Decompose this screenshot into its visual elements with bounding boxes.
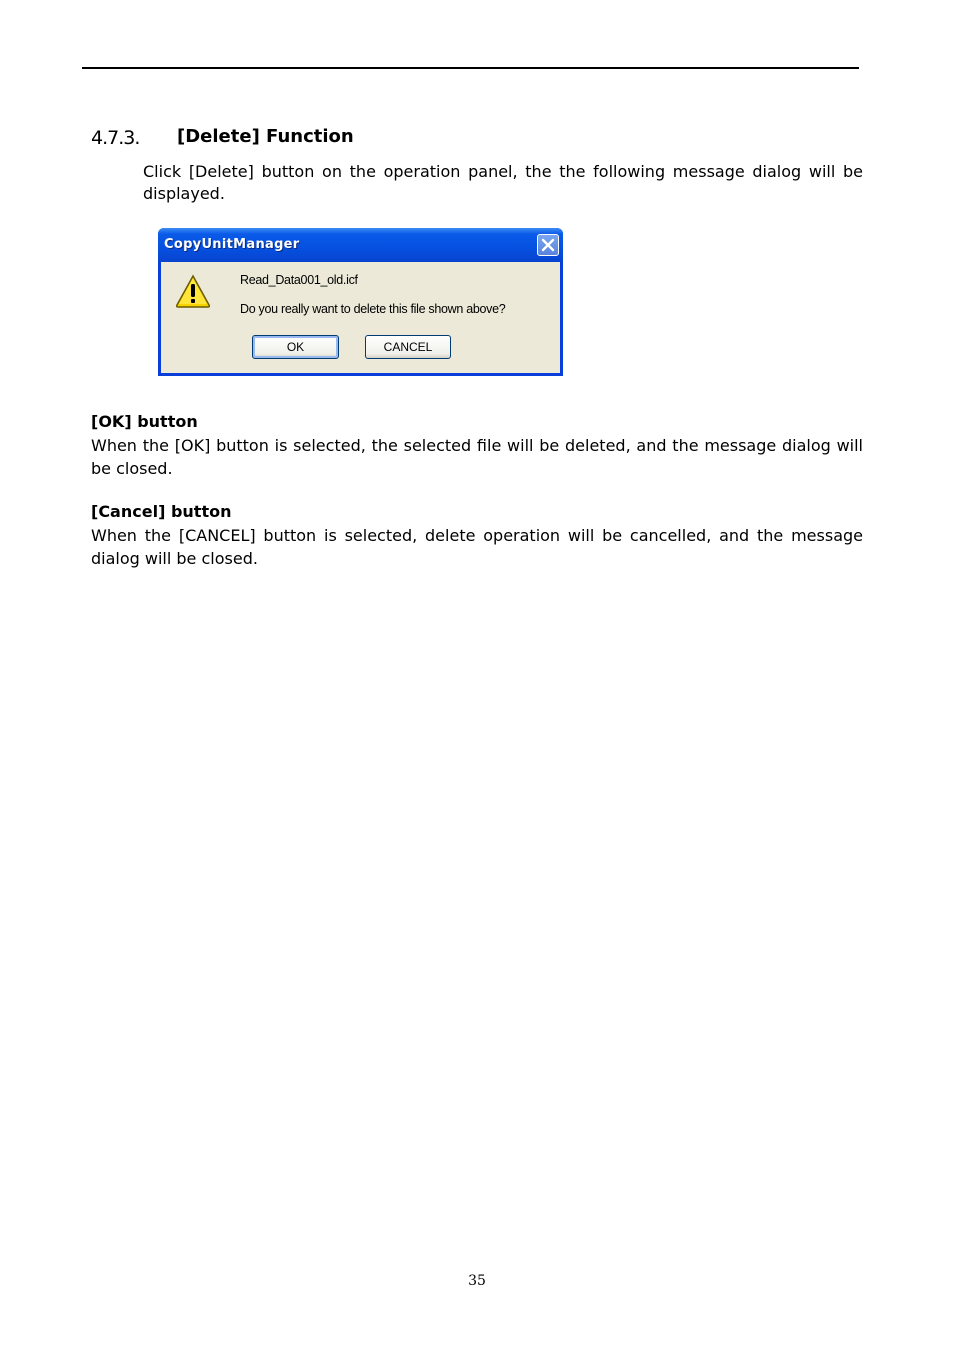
intro-paragraph	[143, 161, 863, 205]
section-title: [Delete] Function	[177, 126, 354, 147]
page-number: 35	[468, 1273, 486, 1289]
cancel-section-heading: [Cancel] button	[91, 502, 232, 521]
header-rule	[82, 67, 859, 69]
dialog-question: Do you really want to delete this file shown above?	[240, 302, 506, 316]
delete-confirm-dialog	[158, 228, 563, 376]
cancel-button[interactable]: CANCEL	[365, 335, 451, 359]
intro-line-1: Click [Delete] button on the operation panel, the the following message dialog will be	[143, 162, 863, 181]
dialog-titlebar	[158, 228, 563, 262]
section-number: 4.7.3.	[91, 127, 140, 149]
cancel-section-text: When the [CANCEL] button is selected, delete operation will be cancelled, and the message dialog will be closed.	[91, 526, 863, 568]
ok-section-heading: [OK] button	[91, 412, 198, 431]
warning-icon	[175, 274, 211, 308]
dialog-body	[161, 262, 560, 373]
intro-line-2: displayed.	[143, 184, 225, 203]
close-icon[interactable]	[537, 234, 559, 256]
ok-section-text: When the [OK] button is selected, the selected file will be deleted, and the message dialog will be closed.	[91, 436, 863, 478]
dialog-title: CopyUnitManager	[164, 237, 300, 252]
ok-button[interactable]: OK	[252, 335, 339, 359]
dialog-file-name: Read_Data001_old.icf	[240, 273, 358, 287]
